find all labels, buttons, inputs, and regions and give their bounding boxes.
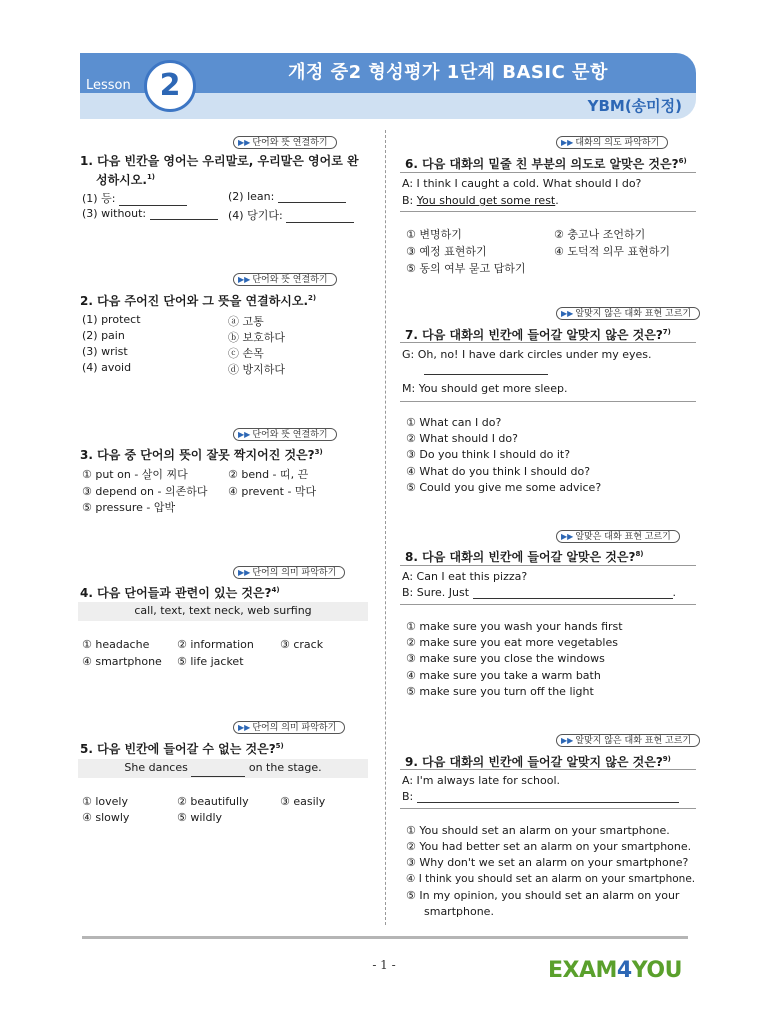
answer-blank[interactable] bbox=[278, 193, 346, 203]
dialogue-line: A: I'm always late for school. bbox=[402, 774, 561, 787]
dialogue-line: B: Sure. Just . bbox=[402, 586, 677, 599]
q2-right-item: ⓓ 방지하다 bbox=[228, 363, 286, 376]
q7-option[interactable]: ① What can I do? bbox=[406, 416, 502, 429]
q3-question: 3. 다음 중 단어의 뜻이 잘못 짝지어진 것은?$^{3)}$ bbox=[80, 448, 323, 462]
q8-category-tag: ▶▶ 알맞은 대화 표현 고르기 bbox=[556, 530, 680, 543]
q7-option[interactable]: ② What should I do? bbox=[406, 432, 518, 445]
q4-category-tag: ▶▶ 단어의 의미 파악하기 bbox=[233, 566, 345, 579]
q8-question: 8. 다음 대화의 빈칸에 들어갈 알맞은 것은?$^{8)}$ bbox=[405, 550, 644, 564]
answer-blank bbox=[473, 589, 673, 599]
q1-item: (1) 등: bbox=[82, 190, 187, 206]
dialogue-line: B: bbox=[402, 790, 679, 803]
q3-option[interactable]: ① put on - 살이 찌다 bbox=[82, 468, 188, 481]
q2-left-item: (1) protect bbox=[82, 313, 141, 326]
arrow-icon: ▶▶ bbox=[238, 430, 251, 439]
q9-dialogue-box bbox=[400, 769, 696, 809]
answer-blank[interactable] bbox=[286, 213, 354, 223]
q4-option[interactable]: ② information bbox=[177, 638, 254, 651]
q3-category-tag: ▶▶ 단어와 뜻 연결하기 bbox=[233, 428, 337, 441]
q2-left-item: (2) pain bbox=[82, 329, 125, 342]
q2-left-item: (3) wrist bbox=[82, 345, 128, 358]
q2-category-tag: ▶▶ 단어와 뜻 연결하기 bbox=[233, 273, 337, 286]
q6-dialogue-box bbox=[400, 172, 696, 212]
q7-text: 다음 대화의 빈칸에 들어갈 알맞지 않은 것은? bbox=[422, 328, 663, 342]
underlined-phrase: You should get some rest bbox=[416, 194, 556, 207]
lesson-badge bbox=[80, 60, 210, 112]
q7-dialogue-box bbox=[400, 342, 696, 402]
q6-text: 다음 대화의 밑줄 친 부분의 의도로 알맞은 것은? bbox=[422, 157, 679, 171]
q6-option[interactable]: ② 충고나 조언하기 bbox=[554, 228, 646, 241]
answer-blank bbox=[417, 793, 679, 803]
q6-question: 6. 다음 대화의 밑줄 친 부분의 의도로 알맞은 것은?$^{6)}$ bbox=[405, 157, 687, 171]
page-number: - 1 - bbox=[372, 958, 396, 972]
q1-item: (4) 당기다: bbox=[228, 207, 354, 223]
q3-option[interactable]: ③ depend on - 의존하다 bbox=[82, 485, 208, 498]
answer-blank[interactable] bbox=[119, 196, 187, 206]
q5-option[interactable]: ⑤ wildly bbox=[177, 811, 223, 824]
q6-number: 6. bbox=[405, 157, 418, 171]
q5-option[interactable]: ③ easily bbox=[280, 795, 326, 808]
q8-option[interactable]: ② make sure you eat more vegetables bbox=[406, 636, 618, 649]
q3-option[interactable]: ② bend - 띠, 끈 bbox=[228, 468, 309, 481]
q3-option[interactable]: ⑤ pressure - 압박 bbox=[82, 501, 176, 514]
q1-item: (2) lean: bbox=[228, 190, 346, 203]
q5-text: 다음 빈칸에 들어갈 수 없는 것은? bbox=[97, 742, 276, 756]
q5-number: 5. bbox=[80, 742, 93, 756]
q5-question: 5. 다음 빈칸에 들어갈 수 없는 것은?$^{5)}$ bbox=[80, 742, 284, 756]
q5-option[interactable]: ④ slowly bbox=[82, 811, 130, 824]
q2-number: 2. bbox=[80, 294, 93, 308]
q2-right-item: ⓒ 손목 bbox=[228, 347, 264, 360]
q2-right-item: ⓑ 보호하다 bbox=[228, 331, 286, 344]
q2-question: 2. 다음 주어진 단어와 그 뜻을 연결하시오.$^{2)}$ bbox=[80, 294, 317, 308]
q4-question: 4. 다음 단어들과 관련이 있는 것은?$^{4)}$ bbox=[80, 586, 280, 600]
q2-left-item: (4) avoid bbox=[82, 361, 132, 374]
dialogue-line: A: I think I caught a cold. What should I do? bbox=[402, 177, 642, 190]
dialogue-line: G: Oh, no! I have dark circles under my eyes. bbox=[402, 348, 652, 361]
arrow-icon: ▶▶ bbox=[561, 309, 574, 318]
q9-option[interactable]: ① You should set an alarm on your smartphone. bbox=[406, 824, 670, 837]
q9-option[interactable]: ② You had better set an alarm on your smartphone. bbox=[406, 840, 692, 853]
q7-category-tag: ▶▶ 알맞지 않은 대화 표현 고르기 bbox=[556, 307, 700, 320]
answer-blank bbox=[424, 374, 548, 375]
arrow-icon: ▶▶ bbox=[561, 138, 574, 147]
q9-option[interactable]: ④ I think you should set an alarm on your smartphone. bbox=[406, 873, 696, 885]
dialogue-line: B: You should get some rest. bbox=[402, 194, 559, 207]
q2-text: 다음 주어진 단어와 그 뜻을 연결하시오. bbox=[97, 294, 309, 308]
page-title: 개정 중2 형성평가 1단계 BASIC 문항 bbox=[288, 62, 608, 83]
q5-option[interactable]: ① lovely bbox=[82, 795, 128, 808]
lesson-label: Lesson bbox=[86, 78, 131, 93]
q5-sentence-box: She dances on the stage. bbox=[78, 759, 368, 778]
q6-option[interactable]: ③ 예정 표현하기 bbox=[406, 245, 487, 258]
answer-blank[interactable] bbox=[150, 210, 218, 220]
q5-option[interactable]: ② beautifully bbox=[177, 795, 249, 808]
q9-text: 다음 대화의 빈칸에 들어갈 알맞지 않은 것은? bbox=[422, 755, 663, 769]
q9-number: 9. bbox=[405, 755, 418, 769]
q9-option[interactable]: ③ Why don't we set an alarm on your smartphone? bbox=[406, 856, 689, 869]
q4-word-box: call, text, text neck, web surfing bbox=[78, 602, 368, 621]
q7-option[interactable]: ⑤ Could you give me some advice? bbox=[406, 481, 602, 494]
q9-question: 9. 다음 대화의 빈칸에 들어갈 알맞지 않은 것은?$^{9)}$ bbox=[405, 755, 671, 769]
q8-option[interactable]: ③ make sure you close the windows bbox=[406, 652, 605, 665]
q4-option[interactable]: ⑤ life jacket bbox=[177, 655, 244, 668]
q4-option[interactable]: ① headache bbox=[82, 638, 150, 651]
exam4you-logo: EXAM4YOU bbox=[548, 958, 682, 983]
dialogue-line: A: Can I eat this pizza? bbox=[402, 570, 528, 583]
column-divider bbox=[385, 130, 386, 925]
q7-option[interactable]: ④ What do you think I should do? bbox=[406, 465, 591, 478]
q1-category-tag: ▶▶ 단어와 뜻 연결하기 bbox=[233, 136, 337, 149]
q4-option[interactable]: ④ smartphone bbox=[82, 655, 162, 668]
q4-option[interactable]: ③ crack bbox=[280, 638, 324, 651]
q1-question bbox=[80, 153, 375, 169]
q1-item: (3) without: bbox=[82, 207, 218, 220]
arrow-icon: ▶▶ bbox=[238, 568, 251, 577]
q6-option[interactable]: ① 변명하기 bbox=[406, 228, 462, 241]
arrow-icon: ▶▶ bbox=[561, 532, 574, 541]
q3-option[interactable]: ④ prevent - 막다 bbox=[228, 485, 317, 498]
arrow-icon: ▶▶ bbox=[238, 275, 251, 284]
q4-text: 다음 단어들과 관련이 있는 것은? bbox=[97, 586, 272, 600]
q1-text-b: 성하시오. bbox=[96, 173, 147, 187]
q8-dialogue-box bbox=[400, 565, 696, 605]
q6-category-tag: ▶▶ 대화의 의도 파악하기 bbox=[556, 136, 668, 149]
footer-divider bbox=[82, 936, 688, 939]
arrow-icon: ▶▶ bbox=[238, 723, 251, 732]
q1-question-cont: 성하시오.$^{1)}$ bbox=[96, 173, 156, 187]
q8-number: 8. bbox=[405, 550, 418, 564]
q6-option[interactable]: ⑤ 동의 여부 묻고 답하기 bbox=[406, 262, 526, 275]
q3-number: 3. bbox=[80, 448, 93, 462]
q9-option-cont: smartphone. bbox=[424, 905, 494, 918]
q8-option[interactable]: ① make sure you wash your hands first bbox=[406, 620, 623, 633]
q3-text: 다음 중 단어의 뜻이 잘못 짝지어진 것은? bbox=[97, 448, 315, 462]
dialogue-line: M: You should get more sleep. bbox=[402, 382, 568, 395]
q2-right-item: ⓐ 고통 bbox=[228, 315, 264, 328]
q6-option[interactable]: ④ 도덕적 의무 표현하기 bbox=[554, 245, 670, 258]
q5-category-tag: ▶▶ 단어의 의미 파악하기 bbox=[233, 721, 345, 734]
q8-option[interactable]: ⑤ make sure you turn off the light bbox=[406, 685, 594, 698]
arrow-icon: ▶▶ bbox=[561, 736, 574, 745]
q8-text: 다음 대화의 빈칸에 들어갈 알맞은 것은? bbox=[422, 550, 636, 564]
q7-number: 7. bbox=[405, 328, 418, 342]
q9-category-tag: ▶▶ 알맞지 않은 대화 표현 고르기 bbox=[556, 734, 700, 747]
q7-option[interactable]: ③ Do you think I should do it? bbox=[406, 448, 571, 461]
q1-text-a: 다음 빈칸을 영어는 우리말로, 우리말은 영어로 완 bbox=[97, 154, 359, 168]
arrow-icon: ▶▶ bbox=[238, 138, 251, 147]
lesson-number: 2 bbox=[144, 60, 196, 112]
q9-option[interactable]: ⑤ In my opinion, you should set an alarm on your bbox=[406, 889, 680, 902]
q4-number: 4. bbox=[80, 586, 93, 600]
author-label: YBM(송미정) bbox=[587, 97, 682, 115]
q7-question: 7. 다음 대화의 빈칸에 들어갈 알맞지 않은 것은?$^{7)}$ bbox=[405, 328, 671, 342]
q8-option[interactable]: ④ make sure you take a warm bath bbox=[406, 669, 601, 682]
answer-blank bbox=[191, 767, 245, 777]
q1-number: 1. bbox=[80, 154, 93, 168]
